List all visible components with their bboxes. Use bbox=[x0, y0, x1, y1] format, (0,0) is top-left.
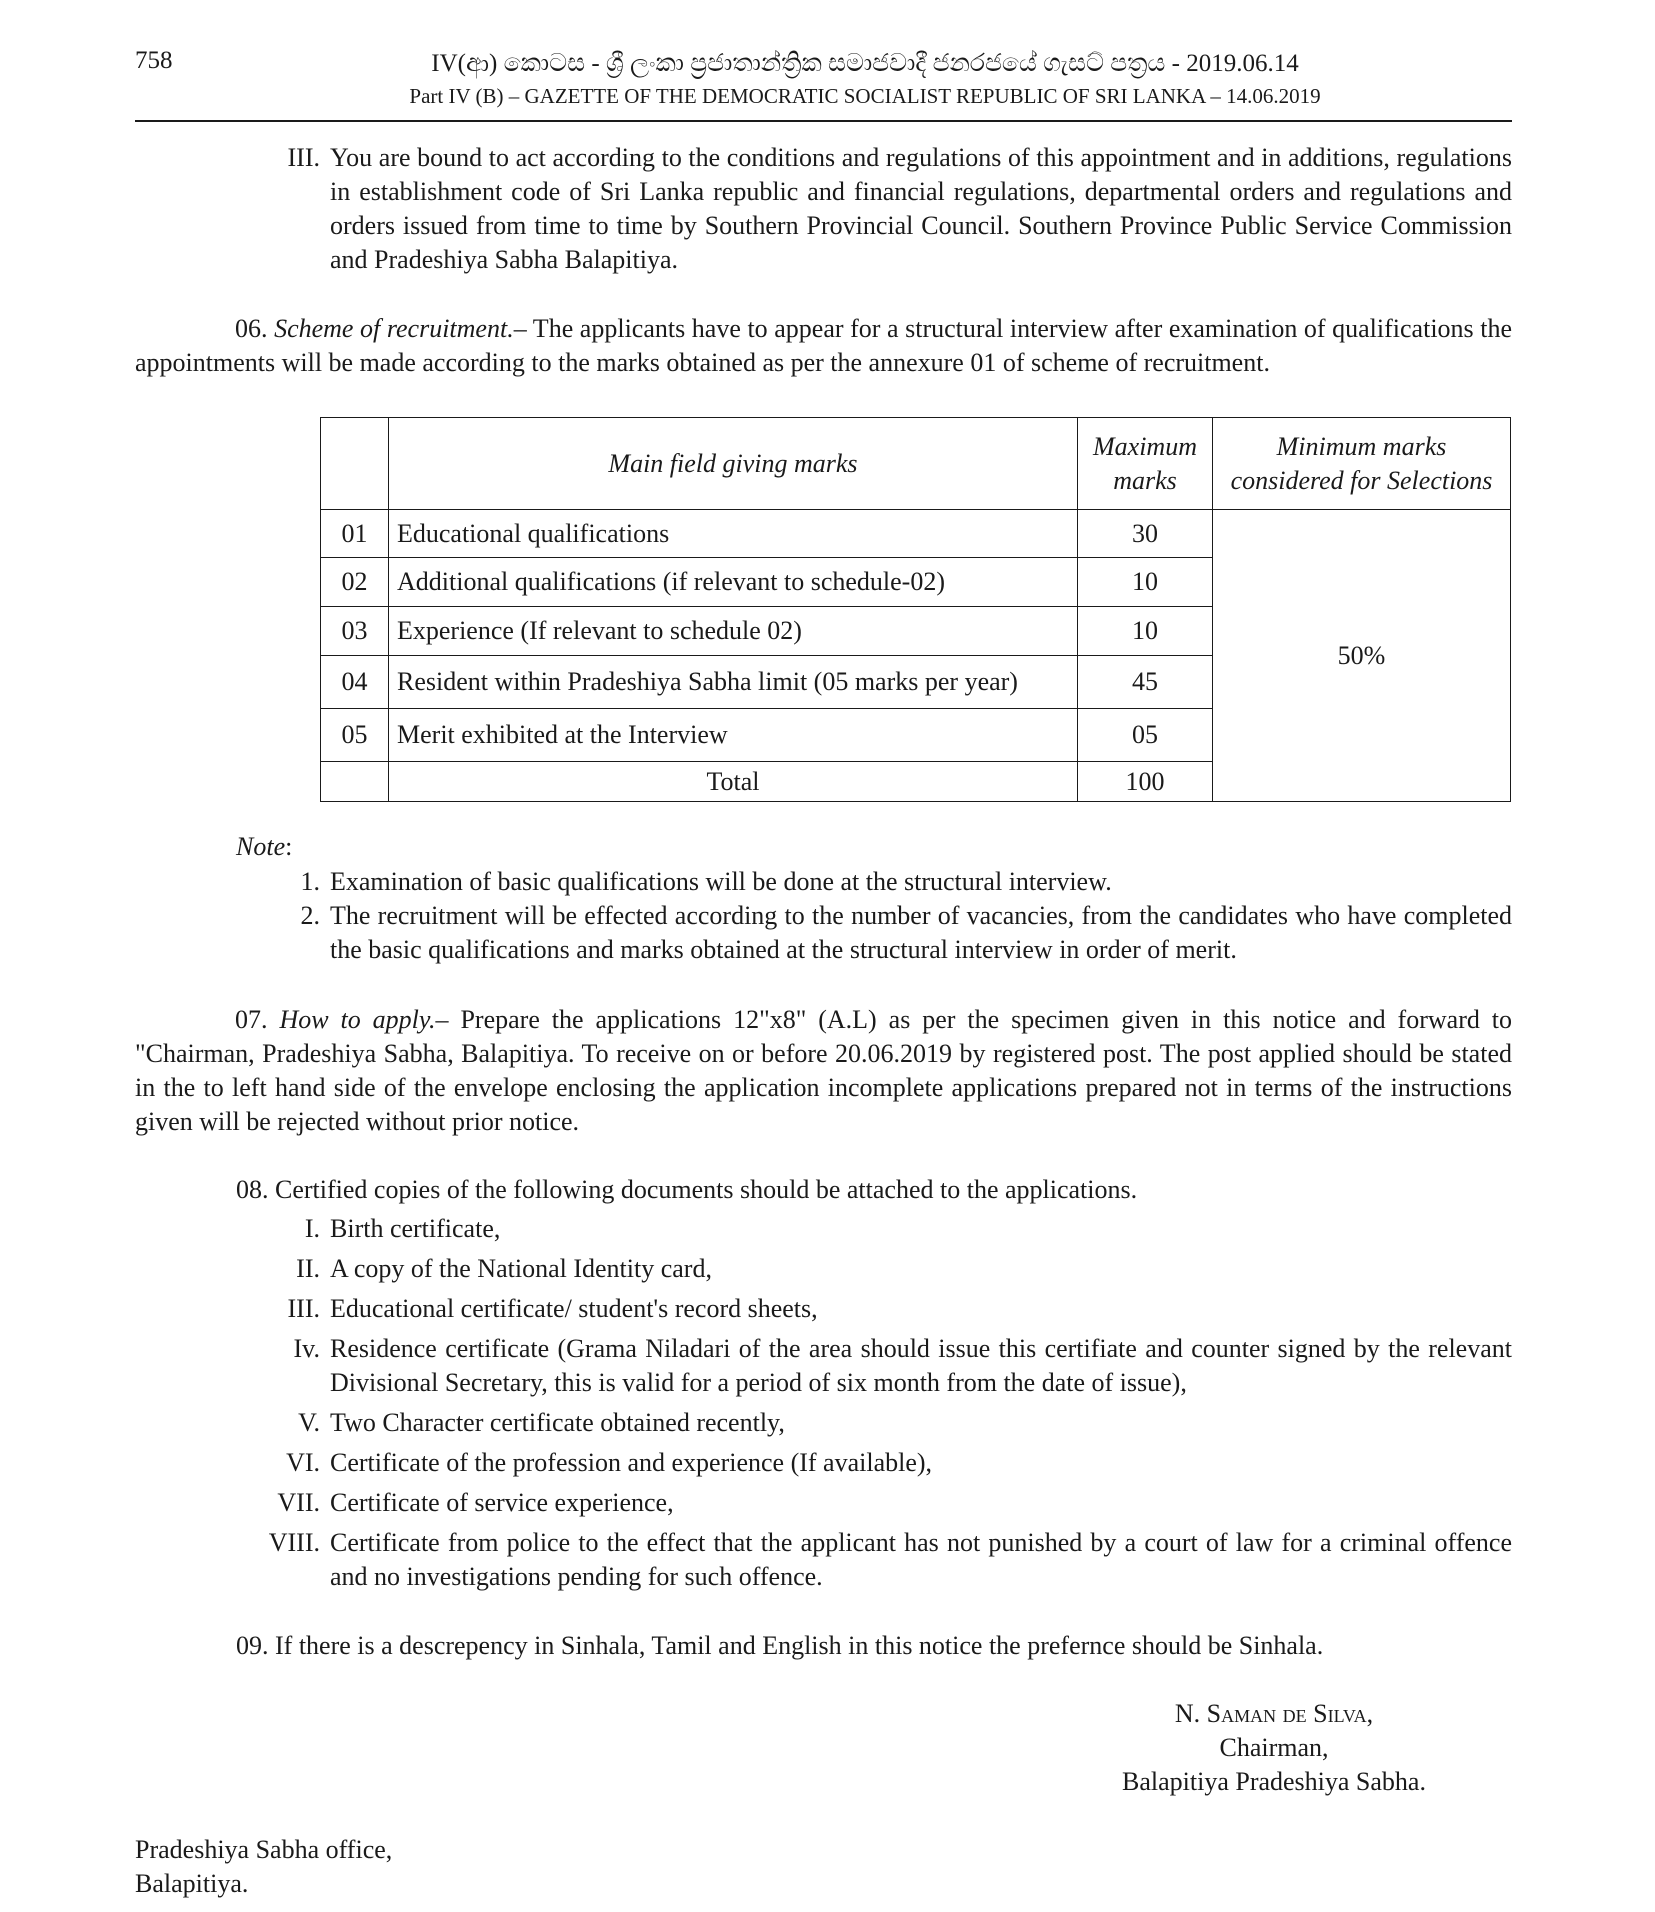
document-item-text: Certificate of the profession and experience (If available), bbox=[330, 1448, 933, 1477]
note-item-number: 2. bbox=[300, 901, 320, 930]
row-number: 04 bbox=[321, 656, 389, 709]
header-min-line2: considered for Selections bbox=[1230, 465, 1493, 495]
row-number: 05 bbox=[321, 709, 389, 762]
total-empty-cell bbox=[321, 762, 389, 802]
document-item bbox=[230, 1212, 1512, 1246]
section-heading: How to apply. bbox=[279, 1005, 436, 1034]
document-item bbox=[230, 1332, 1512, 1400]
office-address-line: Balapitiya. bbox=[135, 1869, 249, 1898]
header-main-field: Main field giving marks bbox=[389, 418, 1078, 510]
signatory-name-text: N. Saman de Silva, bbox=[1174, 1699, 1374, 1728]
document-item-text: A copy of the National Identity card, bbox=[330, 1254, 712, 1283]
document-item-text: Birth certificate, bbox=[330, 1214, 501, 1243]
section-text: – Prepare the applications 12"x8" (A.L) as per the specimen given in this notice and forward to "Chairman, Pradeshiya Sabha, Balapitiya. To receive on or before 20.06.2019 by registered post. The post applied should be stated in the to left hand side of the envelope enclosing the application incomplete applications prepared not in terms of the instructions given will be rejected without prior notice. bbox=[135, 1005, 1513, 1136]
row-max-marks: 30 bbox=[1078, 510, 1213, 558]
minimum-marks-cell: 50% bbox=[1213, 510, 1511, 802]
row-max-marks: 10 bbox=[1078, 558, 1213, 607]
section-08-intro: 08. Certified copies of the following documents should be attached to the applications. bbox=[236, 1175, 1138, 1204]
document-item-number: Iv. bbox=[293, 1334, 320, 1363]
header-divider bbox=[135, 120, 1512, 122]
marks-table bbox=[320, 417, 1511, 802]
total-label: Total bbox=[389, 762, 1078, 802]
row-field: Educational qualifications bbox=[389, 510, 1078, 558]
row-number: 01 bbox=[321, 510, 389, 558]
document-item-number: V. bbox=[298, 1408, 320, 1437]
header-subtitle: Part IV (B) – GAZETTE OF THE DEMOCRATIC SOCIALIST REPUBLIC OF SRI LANKA – 14.06.2019 bbox=[409, 84, 1321, 108]
document-item bbox=[230, 1252, 1512, 1286]
condition-item-iii bbox=[230, 141, 1512, 277]
document-item bbox=[230, 1486, 1512, 1520]
document-item-text: Residence certificate (Grama Niladari of the area should issue this certifiate and counter signed by the relevant Divisional Secretary, this is valid for a period of six month from the date of issue), bbox=[330, 1334, 1512, 1397]
table-row bbox=[321, 510, 1511, 558]
document-item-text: Two Character certificate obtained recently, bbox=[330, 1408, 785, 1437]
note-heading bbox=[236, 830, 292, 864]
header-max-line2: marks bbox=[1113, 465, 1177, 495]
signatory-name bbox=[1064, 1697, 1484, 1731]
row-max-marks: 10 bbox=[1078, 607, 1213, 656]
signatory-title: Chairman, bbox=[1219, 1733, 1329, 1762]
row-field: Resident within Pradeshiya Sabha limit (05 marks per year) bbox=[389, 656, 1078, 709]
section-number: 06. bbox=[235, 314, 268, 343]
header-maximum-marks bbox=[1078, 418, 1213, 510]
note-colon: : bbox=[285, 832, 293, 861]
header-no-cell bbox=[321, 418, 389, 510]
table-header-row bbox=[321, 418, 1511, 510]
document-item bbox=[230, 1406, 1512, 1440]
item-text: You are bound to act according to the conditions and regulations of this appointment and in additions, regulations in establishment code of Sri Lanka republic and financial regulations, departmental orders and regulations and orders issued from time to time by Southern Provincial Council. Southern Province Public Service Commission and Pradeshiya Sabha Balapitiya. bbox=[330, 143, 1512, 274]
page-number: 758 bbox=[135, 47, 173, 74]
document-item-number: III. bbox=[287, 1294, 320, 1323]
row-max-marks: 45 bbox=[1078, 656, 1213, 709]
row-field: Experience (If relevant to schedule 02) bbox=[389, 607, 1078, 656]
signatory-organization: Balapitiya Pradeshiya Sabha. bbox=[1122, 1767, 1426, 1796]
header-min-line1: Minimum marks bbox=[1276, 431, 1447, 461]
row-field: Merit exhibited at the Interview bbox=[389, 709, 1078, 762]
row-max-marks: 05 bbox=[1078, 709, 1213, 762]
section-number: 07. bbox=[235, 1005, 268, 1034]
row-field: Additional qualifications (if relevant to schedule-02) bbox=[389, 558, 1078, 607]
document-item-number: VI. bbox=[286, 1448, 320, 1477]
document-item-number: II. bbox=[296, 1254, 320, 1283]
office-address-line: Pradeshiya Sabha office, bbox=[135, 1835, 393, 1864]
total-value: 100 bbox=[1078, 762, 1213, 802]
document-item bbox=[230, 1526, 1512, 1594]
document-item-text: Educational certificate/ student's record sheets, bbox=[330, 1294, 818, 1323]
document-item-number: VII. bbox=[277, 1488, 320, 1517]
note-item-text: Examination of basic qualifications will be done at the structural interview. bbox=[330, 867, 1112, 896]
note-item bbox=[230, 865, 1512, 899]
section-heading: Scheme of recruitment. bbox=[274, 314, 514, 343]
item-number: III. bbox=[287, 143, 320, 172]
row-number: 03 bbox=[321, 607, 389, 656]
section-text: – The applicants have to appear for a structural interview after examination of qualifications the appointments will be made according to the marks obtained as per the annexure 01 of scheme of recruitment. bbox=[135, 314, 1513, 377]
header-max-line1: Maximum bbox=[1093, 431, 1197, 461]
note-label: Note bbox=[236, 832, 286, 861]
section-06-paragraph bbox=[135, 312, 1512, 380]
document-item-text: Certificate from police to the effect that the applicant has not punished by a court of law for a criminal offence and no investigations pending for such offence. bbox=[330, 1528, 1512, 1591]
note-item-text: The recruitment will be effected according to the number of vacancies, from the candidates who have completed the basic qualifications and marks obtained at the structural interview in order of merit. bbox=[330, 901, 1512, 964]
document-item-number: I. bbox=[304, 1214, 320, 1243]
row-number: 02 bbox=[321, 558, 389, 607]
document-item bbox=[230, 1446, 1512, 1480]
note-item-number: 1. bbox=[300, 867, 320, 896]
document-item-text: Certificate of service experience, bbox=[330, 1488, 674, 1517]
document-item-number: VIII. bbox=[268, 1528, 320, 1557]
header-minimum-marks bbox=[1213, 418, 1511, 510]
document-item bbox=[230, 1292, 1512, 1326]
header-title: IV(ආ) කොටස - ශ්‍රී ලංකා ප්‍රජාතාන්ත්‍රික සමාජවාදී ජනරජයේ ගැසට් පත්‍රය - 2019.06.14 bbox=[431, 50, 1299, 77]
note-item bbox=[230, 899, 1512, 967]
section-09-paragraph: 09. If there is a descrepency in Sinhala, Tamil and English in this notice the prefernce should be Sinhala. bbox=[236, 1631, 1324, 1660]
section-07-paragraph bbox=[135, 1003, 1512, 1139]
